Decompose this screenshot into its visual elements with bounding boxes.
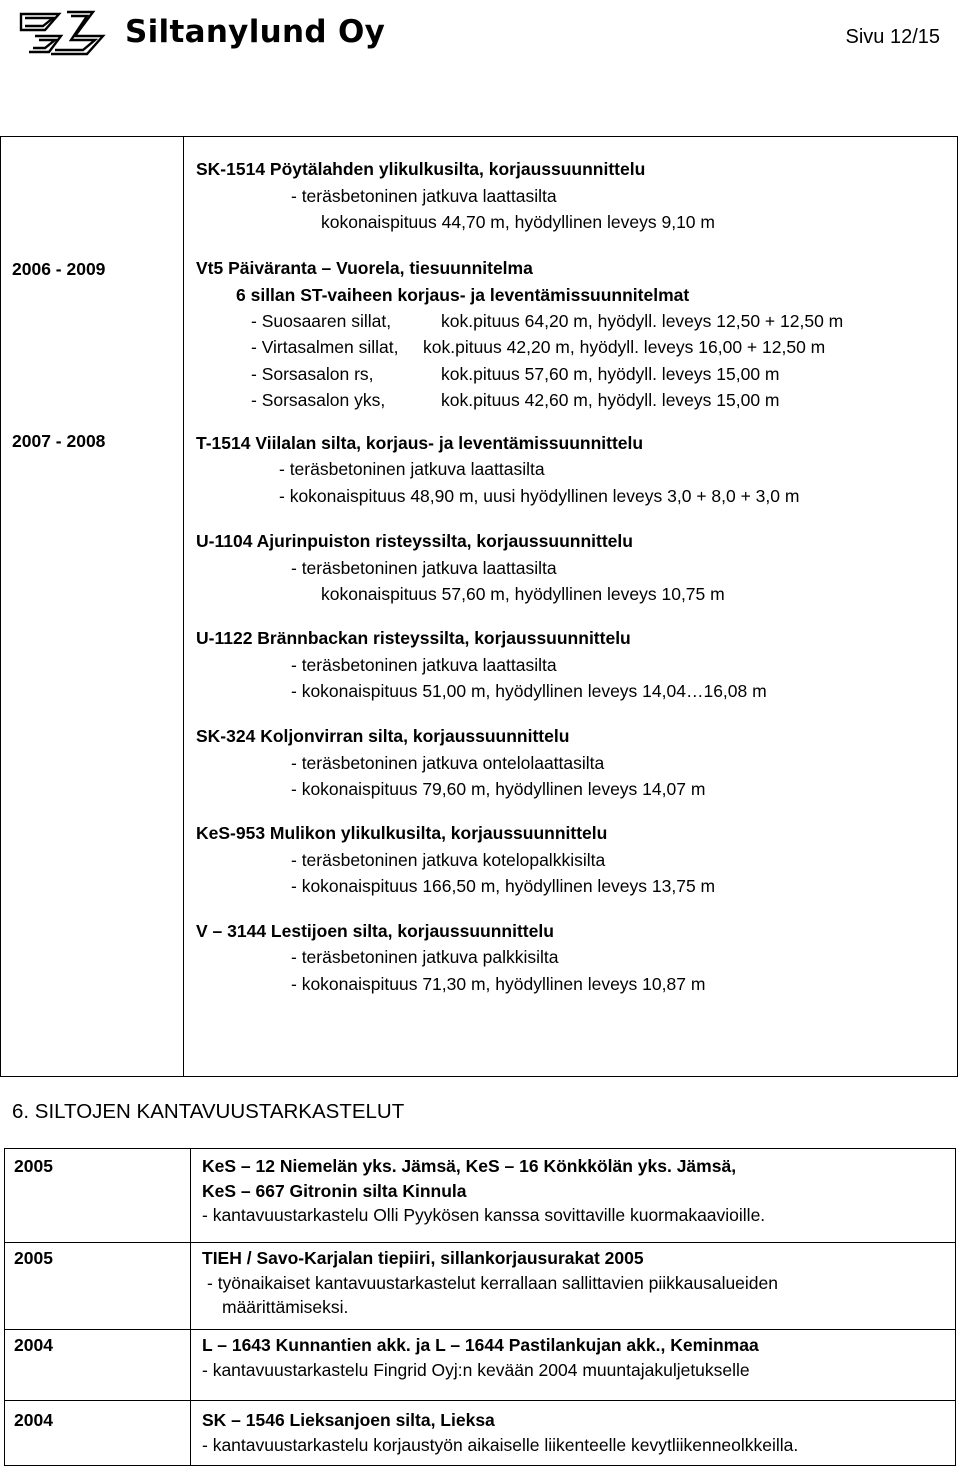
page-number: Sivu 12/15 [845, 26, 940, 48]
bridge-detail: kok.pituus 42,20 m, hyödyll. leveys 16,00 + 12,50 m [423, 337, 826, 357]
project-detail: kokonaispituus 57,60 m, hyödyllinen leveys 10,75 m [321, 584, 725, 604]
bridge-detail: kok.pituus 42,60 m, hyödyll. leveys 15,00 m [441, 390, 780, 410]
year-label: 2006 - 2009 [12, 259, 106, 279]
project-detail: kokonaispituus 44,70 m, hyödyllinen leveys 9,10 m [321, 212, 715, 232]
project-title: U-1104 Ajurinpuiston risteyssilta, korjaussuunnittelu [196, 531, 633, 551]
project-detail: - teräsbetoninen jatkuva palkkisilta [291, 947, 559, 967]
company-logo [15, 6, 115, 65]
project-title: U-1122 Brännbackan risteyssilta, korjaussuunnittelu [196, 628, 631, 648]
bridge-name: - Sorsasalon yks, [251, 390, 386, 410]
project-subtitle: 6 sillan ST-vaiheen korjaus- ja leventämissuunnitelmat [236, 285, 690, 305]
project-detail: - kokonaispituus 79,60 m, hyödyllinen leveys 14,07 m [291, 779, 706, 799]
row-description: määrittämiseksi. [222, 1297, 349, 1317]
bridge-title: SK – 1546 Lieksanjoen silta, Lieksa [202, 1410, 495, 1430]
bridge-name: - Sorsasalon rs, [251, 364, 374, 384]
project-detail: - teräsbetoninen jatkuva ontelolaattasilta [291, 753, 605, 773]
bridge-title: KeS – 667 Gitronin silta Kinnula [202, 1181, 467, 1201]
year-label: 2005 [14, 1248, 53, 1268]
row-divider [4, 1242, 956, 1243]
row-divider [4, 1400, 956, 1401]
bridge-title: TIEH / Savo-Karjalan tiepiiri, sillankorjausurakat 2005 [202, 1248, 644, 1268]
project-detail: - kokonaispituus 71,30 m, hyödyllinen leveys 10,87 m [291, 974, 706, 994]
project-title: T-1514 Viilalan silta, korjaus- ja leventämissuunnittelu [196, 433, 644, 453]
project-detail: - teräsbetoninen jatkuva laattasilta [291, 186, 557, 206]
bridge-detail: kok.pituus 64,20 m, hyödyll. leveys 12,50 + 12,50 m [441, 311, 844, 331]
bridge-name: - Suosaaren sillat, [251, 311, 392, 331]
row-description: - kantavuustarkastelu Fingrid Oyj:n kevään 2004 muuntajakuljetukselle [202, 1360, 750, 1380]
section-title: 6. SILTOJEN KANTAVUUSTARKASTELUT [12, 1100, 405, 1123]
project-detail: - teräsbetoninen jatkuva laattasilta [291, 655, 557, 675]
bridge-detail: kok.pituus 57,60 m, hyödyll. leveys 15,00 m [441, 364, 780, 384]
year-label: 2005 [14, 1156, 53, 1176]
project-detail: - teräsbetoninen jatkuva laattasilta [279, 459, 545, 479]
project-title: SK-1514 Pöytälahden ylikulkusilta, korjaussuunnittelu [196, 159, 646, 179]
project-title: KeS-953 Mulikon ylikulkusilta, korjaussuunnittelu [196, 823, 608, 843]
company-name: Siltanylund Oy [125, 14, 386, 50]
row-description: - kantavuustarkastelu Olli Pyykösen kanssa sovittaville kuormakaavioille. [202, 1205, 766, 1225]
year-label: 2004 [14, 1335, 53, 1355]
row-description: - kantavuustarkastelu korjaustyön aikaiselle liikenteelle kevytliikenneolkkeilla. [202, 1435, 799, 1455]
year-label: 2004 [14, 1410, 53, 1430]
project-detail: - teräsbetoninen jatkuva kotelopalkkisilta [291, 850, 606, 870]
row-divider [4, 1329, 956, 1330]
row-description: - työnaikaiset kantavuustarkastelut kerrallaan sallittavien piikkausalueiden [207, 1273, 779, 1293]
project-title: SK-324 Koljonvirran silta, korjaussuunnittelu [196, 726, 570, 746]
bridge-title: L – 1643 Kunnantien akk. ja L – 1644 Pastilankujan akk., Keminmaa [202, 1335, 759, 1355]
project-detail: - kokonaispituus 51,00 m, hyödyllinen leveys 14,04…16,08 m [291, 681, 767, 701]
bridge-title: KeS – 12 Niemelän yks. Jämsä, KeS – 16 Könkkölän yks. Jämsä, [202, 1156, 737, 1176]
project-title: V – 3144 Lestijoen silta, korjaussuunnittelu [196, 921, 554, 941]
project-detail: - teräsbetoninen jatkuva laattasilta [291, 558, 557, 578]
project-detail: - kokonaispituus 166,50 m, hyödyllinen leveys 13,75 m [291, 876, 716, 896]
column-divider [183, 136, 184, 1077]
project-title: Vt5 Päiväranta – Vuorela, tiesuunnitelma [196, 258, 533, 278]
year-label: 2007 - 2008 [12, 431, 106, 451]
project-detail: - kokonaispituus 48,90 m, uusi hyödyllinen leveys 3,0 + 8,0 + 3,0 m [279, 486, 800, 506]
bridge-name: - Virtasalmen sillat, [251, 337, 399, 357]
column-divider [190, 1148, 191, 1466]
